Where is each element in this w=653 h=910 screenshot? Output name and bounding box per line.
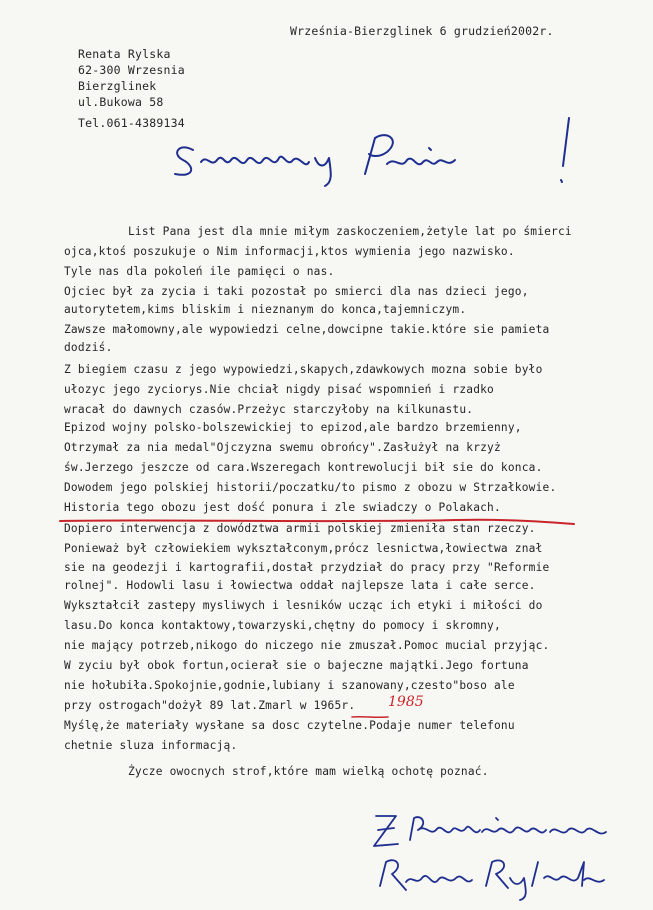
sender-postal: 62-300 Wrzesnia	[78, 63, 185, 77]
body-line: nie hołubiła.Spokojnie,godnie,lubiany i szanowany,czesto"boso ale	[64, 679, 515, 692]
body-line: ojca,ktoś poszukuje o Nim informacji,ktos wymienia jego nazwisko.	[64, 245, 515, 258]
body-line-highlighted: Historia tego obozu jest dość ponura i zle swiadczy o Polakach.	[64, 501, 501, 514]
body-line: nie mający potrzeb,nikogo do niczego nie zmuszał.Pomoc mucial przyjąc.	[64, 639, 550, 652]
body-line: ułozyc jego zyciorys.Nie chciał nigdy pisać wspomnień i rzadko	[64, 383, 494, 396]
body-line: św.Jerzego jeszcze od cara.Wszeregach kontrewolucji bił sie do konca.	[64, 461, 543, 474]
body-line: Ponieważ był człowiekiem wykształconym,prócz lesnictwa,łowiectwa znał	[64, 542, 543, 555]
place-date: Września-Bierzglinek 6 grudzień2002r.	[290, 24, 554, 38]
body-line: rolnej". Hodowli lasu i łowiectwa oddał najlepsze lata i całe serce.	[64, 579, 536, 592]
body-line: autorytetem,kims bliskim i nieznanym do konca,tajemniczym.	[64, 303, 467, 316]
body-line: Życze owocnych strof,które mam wielką ochotę poznać.	[128, 765, 489, 778]
body-line: Dowodem jego polskiej historii/poczatku/to pismo z obozu w Strzałkowie.	[64, 481, 557, 494]
sender-name: Renata Rylska	[78, 47, 171, 61]
body-line: przy ostrogach"dożył 89 lat.Zmarl w 1965r.	[64, 699, 356, 712]
year-correction: 1985	[388, 694, 424, 710]
body-line: Ojciec był za zycia i taki pozostał po smierci dla nas dzieci jego,	[64, 285, 529, 298]
body-line: Zawsze małomowny,ale wypowiedzi celne,dowcipne takie.które sie pamieta	[64, 323, 550, 336]
body-line: Tyle nas dla pokoleń ile pamięci o nas.	[64, 265, 335, 278]
salutation-handwriting	[165, 112, 605, 192]
closing-handwriting	[370, 810, 630, 860]
body-line: Dopiero interwencja z dowództwa armii polskiej zmieniła stan rzeczy.	[64, 522, 536, 535]
sender-street: ul.Bukowa 58	[78, 95, 164, 109]
signature-handwriting	[376, 856, 616, 902]
body-line: List Pana jest dla mnie miłym zaskoczeniem,żetyle lat po śmierci	[128, 225, 572, 238]
body-line: Otrzymał za nia medal"Ojczyzna swemu obrońcy".Zasłużył na krzyż	[64, 441, 501, 454]
body-line: dodziś.	[64, 341, 113, 354]
body-line: wracał do dawnych czasów.Przeżyc starczyłoby na kilkunastu.	[64, 403, 474, 416]
body-line: lasu.Do konca kontaktowy,towarzyski,chętny do pomocy i skromny,	[64, 619, 501, 632]
body-line: chetnie sluza informacją.	[64, 739, 238, 752]
sender-phone: Tel.061-4389134	[78, 116, 185, 130]
body-line: Epizod wojny polsko-bolszewickiej to epizod,ale bardzo brzemienny,	[64, 421, 522, 434]
body-line: sie na geodezji i kartografii,dostał przydział do pracy przy "Reformie	[64, 561, 550, 574]
body-line: Z biegiem czasu z jego wypowiedzi,skapych,zdawkowych mozna sobie było	[64, 363, 543, 376]
sender-village: Bierzglinek	[78, 79, 157, 93]
body-line: Myślę,że materiały wysłane sa dosc czytelne.Podaje numer telefonu	[64, 719, 515, 732]
body-line: W zyciu był obok fortun,ocierał sie o bajeczne majątki.Jego fortuna	[64, 659, 529, 672]
body-line: Wykształcił zastepy mysliwych i lesników ucząc ich etyki i miłości do	[64, 599, 543, 612]
